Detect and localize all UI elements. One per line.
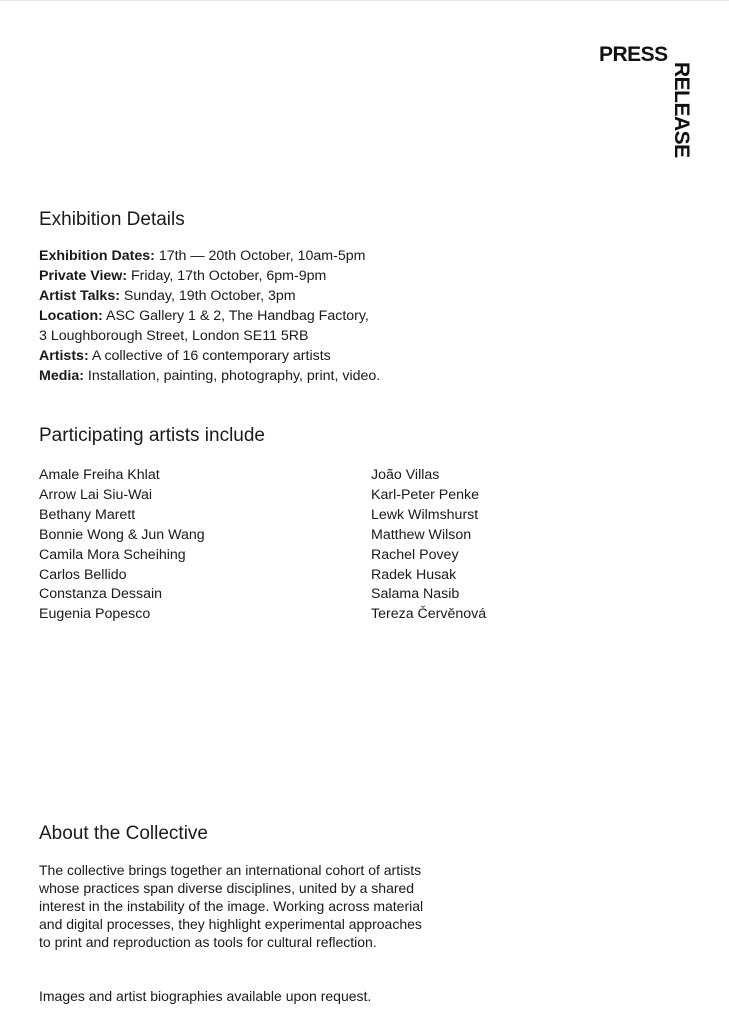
artist-name: Carlos Bellido bbox=[39, 566, 127, 583]
detail-value: 17th — 20th October, 10am-5pm bbox=[154, 248, 366, 264]
artist-name: Rachel Povey bbox=[371, 546, 459, 563]
detail-line-dates bbox=[39, 246, 469, 266]
detail-value: A collective of 16 contemporary artists bbox=[88, 348, 331, 364]
about-collective-heading: About the Collective bbox=[39, 823, 208, 844]
detail-label: Artists: bbox=[39, 348, 89, 364]
detail-label: Media: bbox=[39, 368, 84, 384]
release-label: RELEASE bbox=[670, 62, 693, 158]
about-line: interest in the instability of the image. Working across material bbox=[39, 898, 424, 914]
artist-name: Arrow Lai Siu-Wai bbox=[39, 486, 153, 503]
about-line: whose practices span diverse disciplines, united by a shared bbox=[39, 880, 415, 896]
detail-value: 3 Loughborough Street, London SE11 5RB bbox=[39, 328, 309, 344]
detail-label: Location: bbox=[39, 308, 103, 324]
participating-artists-heading: Participating artists include bbox=[39, 425, 265, 446]
press-label: PRESS bbox=[599, 43, 668, 66]
artist-name: João Villas bbox=[371, 467, 440, 483]
detail-value: Installation, painting, photography, print, video. bbox=[83, 368, 381, 384]
artist-name: Radek Husak bbox=[371, 566, 457, 583]
detail-label: Exhibition Dates: bbox=[39, 248, 155, 264]
artist-name: Eugenia Popesco bbox=[39, 606, 151, 623]
detail-label: Artist Talks: bbox=[39, 288, 120, 304]
detail-value: Friday, 17th October, 6pm-9pm bbox=[127, 268, 327, 284]
detail-line-location bbox=[39, 306, 469, 326]
artist-list-right bbox=[371, 466, 671, 625]
detail-line-artists bbox=[39, 346, 469, 366]
exhibition-details-list bbox=[39, 246, 469, 386]
about-line: The collective brings together an international cohort of artists bbox=[39, 862, 422, 878]
about-paragraph bbox=[39, 861, 479, 951]
artist-name: Constanza Dessain bbox=[39, 586, 163, 603]
exhibition-details-heading: Exhibition Details bbox=[39, 209, 185, 230]
detail-label: Private View: bbox=[39, 268, 128, 284]
artist-name: Karl-Peter Penke bbox=[371, 486, 480, 503]
artist-name: Amale Freiha Khlat bbox=[39, 467, 160, 483]
artist-list-left bbox=[39, 466, 339, 625]
top-divider bbox=[0, 0, 729, 1]
artist-name: Bethany Marett bbox=[39, 506, 136, 523]
artist-name: Bonnie Wong & Jun Wang bbox=[39, 526, 205, 543]
about-line: and digital processes, they highlight experimental approaches bbox=[39, 916, 422, 932]
detail-value: ASC Gallery 1 & 2, The Handbag Factory, bbox=[102, 308, 369, 324]
artist-name: Salama Nasib bbox=[371, 586, 460, 603]
detail-value: Sunday, 19th October, 3pm bbox=[119, 288, 296, 304]
about-line: to print and reproduction as tools for cultural reflection. bbox=[39, 934, 377, 950]
artist-name: Tereza Červěnová bbox=[371, 606, 487, 623]
detail-line-private-view bbox=[39, 266, 469, 286]
artist-name: Camila Mora Scheihing bbox=[39, 546, 186, 563]
detail-line-artist-talks bbox=[39, 286, 469, 306]
detail-line-media bbox=[39, 366, 469, 386]
artist-name: Matthew Wilson bbox=[371, 526, 472, 543]
artist-name: Lewk Wilmshurst bbox=[371, 506, 479, 523]
footer-note: Images and artist biographies available upon request. bbox=[39, 988, 372, 1004]
detail-line-address bbox=[39, 326, 469, 346]
